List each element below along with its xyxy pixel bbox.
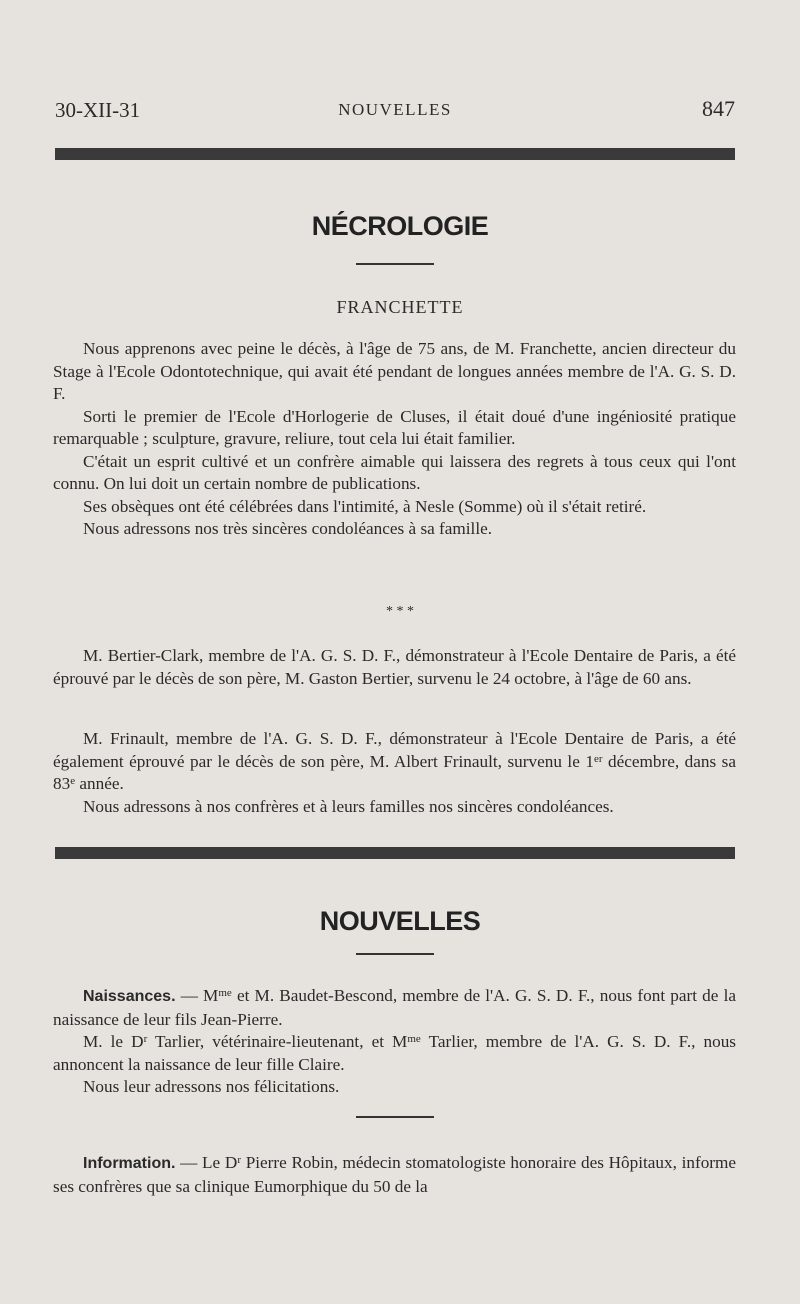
- paragraph: Nous adressons nos très sincères condoléances à sa famille.: [83, 519, 493, 538]
- information-section: [53, 1152, 736, 1198]
- superscript: me: [407, 1033, 421, 1045]
- paragraph: Nous leur adressons nos félicitations.: [83, 1077, 340, 1096]
- text-run: — M: [175, 986, 219, 1005]
- paragraph: C'était un esprit cultivé et un confrère aimable qui laissera des regrets à tous ceux qui l'ont connu. On lui doit un certain nombre de publications.: [53, 451, 736, 493]
- text-run: M. Frinault, membre de l'A. G. S. D. F., démonstrateur à l'Ecole Dentaire de Paris, a été également éprouvé par le décès de son père, M. Albert Frinault, survenu le 1: [53, 729, 736, 771]
- lead-in: Naissances.: [83, 988, 176, 1005]
- paragraph: [53, 985, 736, 1031]
- text-run: M. le D: [83, 1032, 144, 1051]
- title-underline: [356, 953, 434, 955]
- page-number: 847: [702, 96, 735, 121]
- superscript: r: [237, 1154, 241, 1166]
- superscript: me: [218, 987, 232, 999]
- superscript: r: [143, 1033, 148, 1045]
- running-header: [55, 96, 735, 126]
- text-run: Pierre Robin, médecin stomatologiste honoraire des Hôpitaux, informe ses confrères que sa clinique Eumorphique du 50 de la: [53, 1153, 737, 1196]
- text-run: décembre, dans sa 83: [53, 751, 737, 793]
- middle-divider-bar: [55, 847, 735, 859]
- text-run: — Le D: [175, 1153, 238, 1172]
- header-section: NOUVELLES: [338, 100, 452, 119]
- title-underline: [356, 263, 434, 265]
- text-run: Tarlier, vétérinaire-lieutenant, et M: [147, 1032, 408, 1051]
- frinault-notice: [53, 728, 736, 818]
- paragraph: Sorti le premier de l'Ecole d'Horlogerie de Cluses, il était doué d'une ingéniosité pratique remarquable ; sculpture, gravure, reliure, tout cela lui était familier.: [53, 406, 736, 448]
- nouvelles-title: NOUVELLES: [319, 906, 481, 936]
- necrologie-title: NÉCROLOGIE: [311, 211, 489, 241]
- necrologie-subtitle: FRANCHETTE: [336, 297, 464, 317]
- text-run: année.: [75, 774, 124, 793]
- paragraph: M. Bertier-Clark, membre de l'A. G. S. D. F., démonstrateur à l'Ecole Dentaire de Paris, a été éprouvé par le décès de son père, M. Gaston Bertier, survenu le 24 octobre, à l'âge de 60 ans.: [53, 646, 736, 688]
- asterism: * * *: [386, 604, 414, 619]
- text-run: Tarlier, membre de l'A. G. S. D. F., nous annoncent la naissance de leur fille Claire.: [53, 1032, 736, 1074]
- paragraph: Nous adressons à nos confrères et à leurs familles nos sincères condoléances.: [83, 796, 614, 816]
- superscript: e: [70, 775, 76, 787]
- text-run: et M. Baudet-Bescond, membre de l'A. G. S. D. F., nous font part de la naissance de leur fils Jean-Pierre.: [53, 986, 736, 1029]
- header-date: 30-XII-31: [55, 98, 141, 122]
- paragraph: Ses obsèques ont été célébrées dans l'intimité, à Nesle (Somme) où il s'était retiré.: [83, 496, 647, 516]
- top-divider-bar: [55, 148, 735, 160]
- bertier-notice: [53, 645, 736, 690]
- lead-in: Information.: [83, 1155, 176, 1172]
- paragraph: Nous apprenons avec peine le décès, à l'âge de 75 ans, de M. Franchette, ancien directeur du Stage à l'Ecole Odontotechnique, qui avait été pendant de longues années membre de l'A. G. S. D. F.: [53, 339, 736, 403]
- paragraph: [53, 1152, 736, 1198]
- section-underline: [356, 1116, 434, 1118]
- naissances-section: [53, 985, 736, 1099]
- superscript: er: [593, 752, 603, 765]
- necrologie-body: [53, 338, 736, 541]
- paragraph: [53, 728, 736, 796]
- paragraph: [53, 1031, 736, 1076]
